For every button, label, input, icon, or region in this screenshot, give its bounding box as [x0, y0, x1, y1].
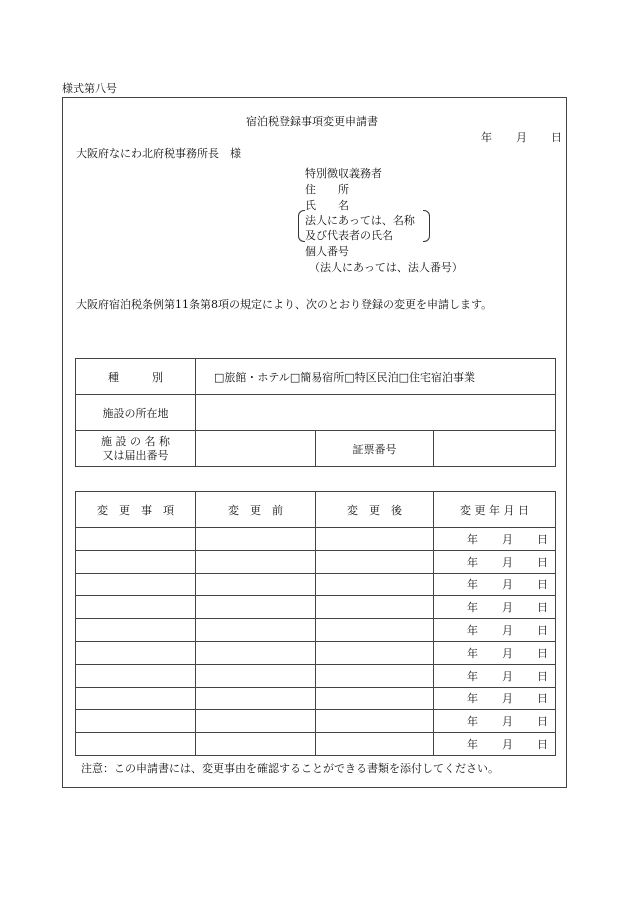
change-date-cell[interactable] [434, 687, 556, 710]
row-month-label: 月 [502, 715, 513, 729]
row-month-label: 月 [502, 646, 513, 660]
row-year-label: 年 [467, 601, 478, 615]
table-row [76, 687, 556, 710]
change-item-cell[interactable] [76, 550, 196, 573]
row-year-label: 年 [467, 738, 478, 752]
name-label: 氏 名 [305, 199, 349, 212]
address-label: 住 所 [305, 183, 349, 196]
change-date-cell[interactable] [434, 664, 556, 687]
attachment-note: 注意：この申請書には、変更事由を確認することができる書類を添付してください。 [81, 762, 499, 775]
facility-name-label-line1: 施 設 の 名 称 [101, 434, 170, 448]
form-number: 様式第八号 [62, 82, 117, 95]
change-item-cell[interactable] [76, 710, 196, 733]
bracket-right [423, 210, 430, 242]
row-month-label: 月 [502, 692, 513, 706]
table-row [76, 528, 556, 551]
change-date-cell[interactable] [434, 641, 556, 664]
before-cell[interactable] [196, 733, 316, 756]
table-row [76, 664, 556, 687]
after-cell[interactable] [316, 710, 434, 733]
table-row [76, 550, 556, 573]
change-item-cell[interactable] [76, 528, 196, 551]
before-cell[interactable] [196, 528, 316, 551]
table-row [76, 619, 556, 642]
change-date-cell[interactable] [434, 710, 556, 733]
row-year-label: 年 [467, 646, 478, 660]
row-day-label: 日 [537, 692, 548, 706]
change-date-cell[interactable] [434, 528, 556, 551]
change-date-cell[interactable] [434, 573, 556, 596]
id-label: 個人番号 [305, 245, 349, 258]
corp-note-2: 及び代表者の氏名 [305, 229, 393, 242]
after-cell[interactable] [316, 687, 434, 710]
row-day-label: 日 [537, 601, 548, 615]
after-cell[interactable] [316, 641, 434, 664]
after-cell[interactable] [316, 619, 434, 642]
change-item-cell[interactable] [76, 664, 196, 687]
id-note: （法人にあっては、法人番号） [309, 261, 463, 274]
type-label: 種 別 [76, 359, 196, 395]
row-year-label: 年 [467, 692, 478, 706]
table-row [76, 573, 556, 596]
table-row [76, 733, 556, 756]
date-month: 月 [516, 131, 527, 144]
row-day-label: 日 [537, 624, 548, 638]
change-item-cell[interactable] [76, 641, 196, 664]
change-date-cell[interactable] [434, 619, 556, 642]
row-month-label: 月 [502, 532, 513, 546]
bracket-left [298, 210, 305, 242]
after-cell[interactable] [316, 573, 434, 596]
after-cell[interactable] [316, 733, 434, 756]
before-cell[interactable] [196, 710, 316, 733]
before-cell[interactable] [196, 687, 316, 710]
row-year-label: 年 [467, 578, 478, 592]
certificate-label: 証票番号 [316, 431, 434, 467]
before-cell[interactable] [196, 619, 316, 642]
row-month-label: 月 [502, 669, 513, 683]
header-after: 変 更 後 [316, 492, 434, 528]
row-day-label: 日 [537, 646, 548, 660]
before-cell[interactable] [196, 550, 316, 573]
after-cell[interactable] [316, 528, 434, 551]
row-year-label: 年 [467, 624, 478, 638]
corp-note-1: 法人にあっては、名称 [305, 214, 415, 227]
row-day-label: 日 [537, 669, 548, 683]
row-day-label: 日 [537, 555, 548, 569]
addressee: 大阪府なにわ北府税事務所長 様 [76, 147, 241, 160]
table-row [76, 641, 556, 664]
row-month-label: 月 [502, 738, 513, 752]
row-day-label: 日 [537, 738, 548, 752]
location-value[interactable] [196, 395, 556, 431]
row-year-label: 年 [467, 669, 478, 683]
type-options[interactable]: □旅館・ホテル□簡易宿所□特区民泊□住宅宿泊事業 [196, 359, 556, 395]
facility-name-label-line2: 又は届出番号 [102, 448, 169, 462]
change-table [75, 491, 556, 756]
row-day-label: 日 [537, 578, 548, 592]
row-year-label: 年 [467, 532, 478, 546]
change-date-cell[interactable] [434, 550, 556, 573]
row-month-label: 月 [502, 578, 513, 592]
change-date-cell[interactable] [434, 596, 556, 619]
before-cell[interactable] [196, 641, 316, 664]
applicant-role: 特別徴収義務者 [305, 167, 382, 180]
date-year: 年 [481, 131, 492, 144]
after-cell[interactable] [316, 596, 434, 619]
header-before: 変 更 前 [196, 492, 316, 528]
facility-name-label [76, 431, 196, 467]
change-item-cell[interactable] [76, 733, 196, 756]
before-cell[interactable] [196, 596, 316, 619]
facility-table [75, 358, 556, 467]
row-year-label: 年 [467, 715, 478, 729]
row-month-label: 月 [502, 601, 513, 615]
before-cell[interactable] [196, 664, 316, 687]
statement: 大阪府宿泊税条例第11条第8項の規定により、次のとおり登録の変更を申請します。 [76, 298, 493, 311]
after-cell[interactable] [316, 550, 434, 573]
header-change-item: 変 更 事 項 [76, 492, 196, 528]
certificate-value[interactable] [434, 431, 556, 467]
facility-name-value[interactable] [196, 431, 316, 467]
change-item-cell[interactable] [76, 687, 196, 710]
change-item-cell[interactable] [76, 596, 196, 619]
change-item-cell[interactable] [76, 619, 196, 642]
change-date-cell[interactable] [434, 733, 556, 756]
date-day: 日 [551, 131, 562, 144]
row-day-label: 日 [537, 532, 548, 546]
header-change-date: 変 更 年 月 日 [434, 492, 556, 528]
row-month-label: 月 [502, 555, 513, 569]
change-table-header [76, 492, 556, 528]
form-title: 宿泊税登録事項変更申請書 [246, 115, 378, 128]
location-label: 施設の所在地 [76, 395, 196, 431]
table-row [76, 596, 556, 619]
before-cell[interactable] [196, 573, 316, 596]
row-month-label: 月 [502, 624, 513, 638]
after-cell[interactable] [316, 664, 434, 687]
row-year-label: 年 [467, 555, 478, 569]
row-day-label: 日 [537, 715, 548, 729]
change-item-cell[interactable] [76, 573, 196, 596]
table-row [76, 710, 556, 733]
